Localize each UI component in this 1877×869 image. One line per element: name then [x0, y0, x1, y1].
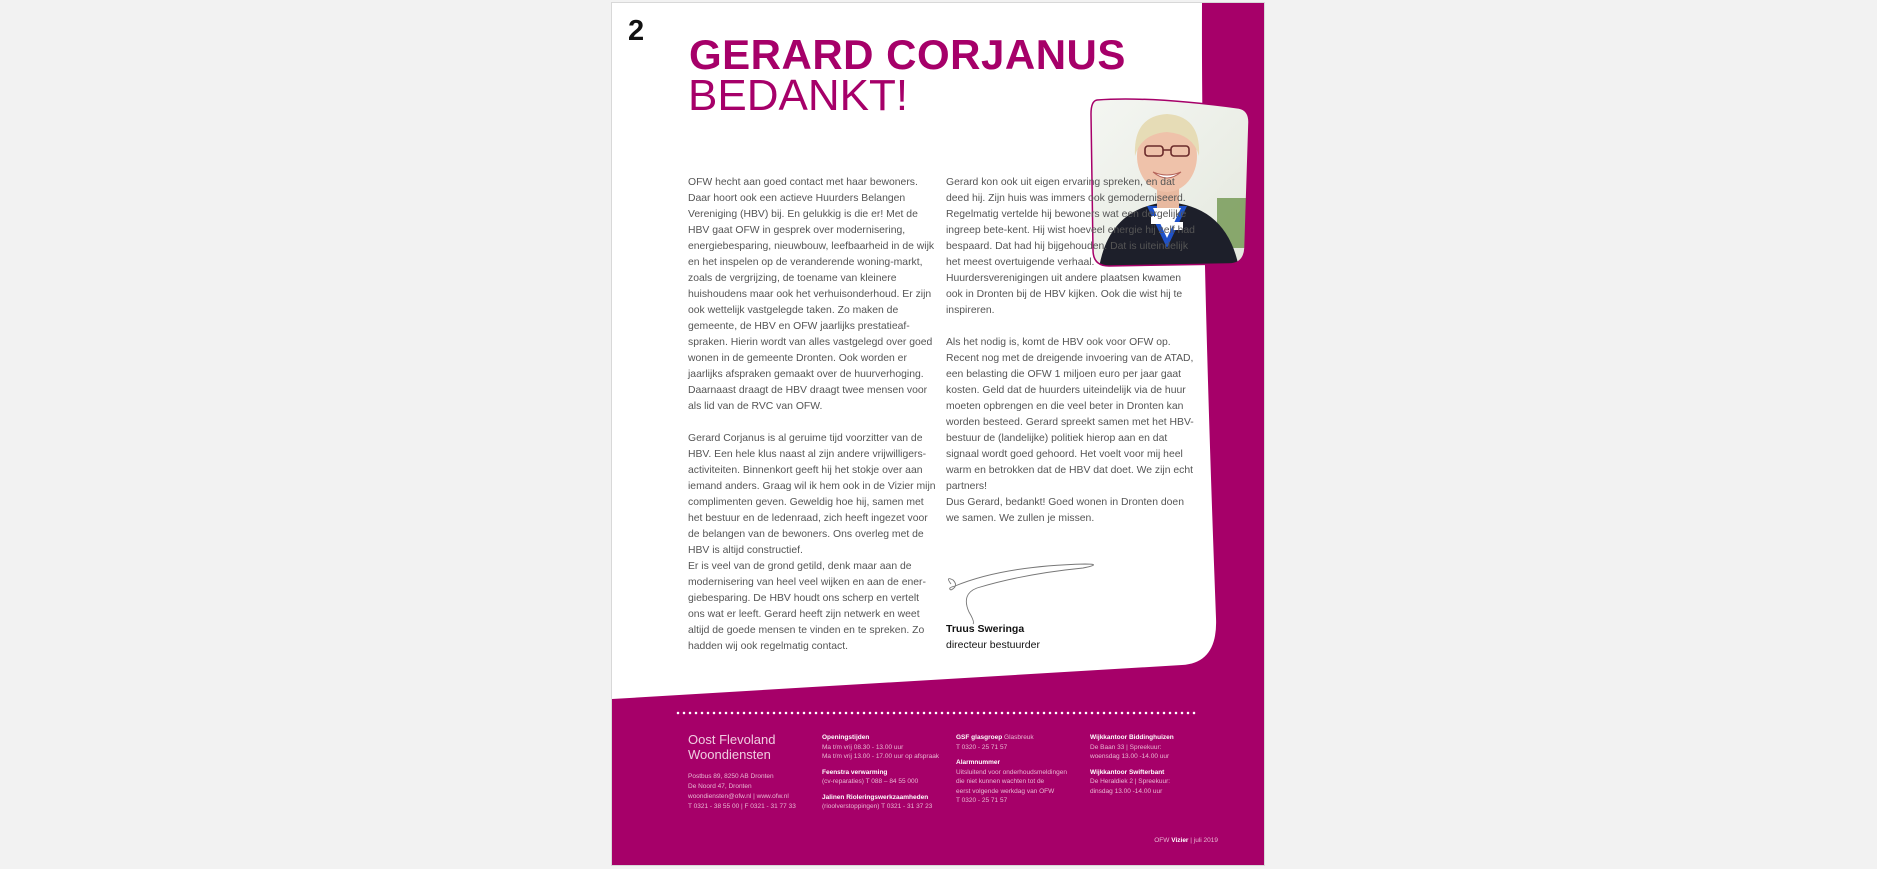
info-line: (rioolverstoppingen) T 0321 - 31 37 23 [822, 803, 933, 810]
article-title-line2: BEDANKT! [688, 71, 909, 120]
signature-role: directeur bestuurder [946, 639, 1040, 651]
footer-brand [688, 732, 798, 762]
info-line: T 0320 - 25 71 57 [956, 743, 1008, 751]
article-column-left [688, 175, 936, 671]
article-paragraph: Gerard kon ook uit eigen ervaring spreken, en dat deed hij. Zijn huis was immers ook gemoderniseerd. Regelmatig vertelde hij bewoners wat een dergelijke ingreep bete-kent. Hij wist hoeveel energie hij zelf had bespaard. Dat had hij bijgehouden. Dat is uiteindelijk het meest overtuigende verhaal. Huurdersverenigingen uit andere plaatsen kwamen ook in Dronten bij de HBV kijken. Ook die wist hij te inspireren. [946, 177, 1195, 316]
brand-line: Oost Flevoland [688, 732, 776, 747]
footer-info-column [956, 733, 1074, 812]
magazine-page [612, 3, 1264, 865]
note-magazine: Vizier [1171, 837, 1189, 844]
brand-line: Woondiensten [688, 747, 771, 762]
biddinghuizen-title: Wijkkantoor Biddinghuizen [1090, 734, 1174, 741]
note-date: | juli 2019 [1190, 837, 1218, 844]
address-line: T 0321 - 38 55 00 | F 0321 - 31 77 33 [688, 803, 796, 810]
info-line: T 0320 - 25 71 57 [956, 797, 1008, 804]
note-prefix: OFW [1154, 837, 1170, 844]
address-line: Postbus 89, 8250 AB Dronten [688, 773, 774, 780]
page-number: 2 [628, 15, 645, 47]
article-paragraph: Dus Gerard, bedankt! Goed wonen in Dronten doen we samen. We zullen je missen. [946, 497, 1184, 524]
article-column-right [946, 175, 1196, 543]
info-line: die niet kunnen wachten tot de [956, 778, 1045, 785]
handwritten-signature [943, 562, 1143, 630]
dotted-divider [675, 711, 1196, 715]
info-line: eerst volgende werkdag van OFW [956, 787, 1055, 795]
jalinen-title: Jalinen Rioleringswerkzaamheden [822, 793, 929, 801]
address-line: woondiensten@ofw.nl | www.ofw.nl [688, 793, 789, 800]
article-paragraph: Gerard Corjanus is al geruime tijd voorzitter van de HBV. Een hele klus naast al zijn andere vrijwilligers-activiteiten. Binnenkort geeft hij het stokje over aan iemand anders. Graag wil ik hem ook in de Vizier mijn complimenten geven. Geweldig hoe hij, samen met het bestuur en de ledenraad, zich heeft ingezet voor de belangen van de bewoners. Ons overleg met de HBV is altijd constructief. [688, 433, 936, 556]
gsf-title: GSF glasgroep [956, 734, 1003, 741]
swifterbant-title: Wijkkantoor Swifterbant [1090, 768, 1165, 776]
footer-edition-note [1154, 837, 1218, 844]
info-line: De Baan 33 | Spreekuur: [1090, 743, 1162, 751]
alarm-title: Alarmnummer [956, 759, 1001, 766]
article-paragraph: OFW hecht aan goed contact met haar bewoners. Daar hoort ook een actieve Huurders Belangen Vereniging (HBV) bij. En gelukkig is die er! Met de HBV gaat OFW in gesprek over modernisering, energiebesparing, nieuwbouw, leefbaarheid in de wijk en het inspelen op de veranderende woning-markt, zoals de vergrijzing, de toename van kleinere huishoudens maar ook het verhuisonderhoud. Er zijn ook wettelijk vastgelegde taken. Zo maken de gemeente, de HBV en OFW jaarlijks prestatieaf-spraken. Hierin wordt van alles vastgelegd over goed wonen in de gemeente Dronten. Ook worden er jaarlijks afspraken gemaakt over de huurverhoging. Daarnaast draagt de HBV draagt twee mensen voor als lid van de RVC van OFW. [688, 177, 935, 412]
info-line: dinsdag 13.00 -14.00 uur [1090, 787, 1163, 795]
footer-info-column [1090, 733, 1210, 802]
info-line: (cv-reparaties) T 088 – 84 55 000 [822, 778, 919, 785]
info-line: Ma t/m vrij 13.00 - 17.00 uur op afspraak [822, 753, 940, 760]
gsf-subtitle: Glasbreuk [1004, 734, 1034, 741]
article-title-line1: GERARD CORJANUS [689, 31, 1126, 78]
address-line: De Noord 47, Dronten [688, 783, 752, 790]
signature-name: Truus Sweringa [946, 623, 1025, 635]
info-line: Uitsluitend voor onderhoudsmeldingen [956, 768, 1067, 776]
info-line: woensdag 13.00 -14.00 uur [1090, 753, 1170, 760]
footer-info-column [822, 733, 947, 818]
openingstijden-title: Openingstijden [822, 734, 870, 741]
article-paragraph: Er is veel van de grond getild, denk maar aan de modernisering van heel veel wijken en aan de ener-giebesparing. De HBV houdt ons scherp en vertelt ons wat er leeft. Gerard heeft zijn netwerk en weet altijd de goede mensen te vinden en te spreken. Zo hadden wij ook regelmatig contact. [688, 561, 926, 652]
info-line: De Heraldiek 2 | Spreekuur: [1090, 778, 1171, 785]
article-paragraph: Als het nodig is, komt de HBV ook voor OFW op. Recent nog met de dreigende invoering van de ATAD, een belasting die OFW 1 miljoen euro per jaar gaat kosten. Geld dat de huurders uiteindelijk via de huur moeten opbrengen en die veel beter in Dronten kan worden besteed. Gerard spreekt samen met het HBV-bestuur de (landelijke) politiek hierop aan en dat signaal wordt goed gehoord. Het voelt voor mij heel warm en betrokken dat de HBV dat doet. We zijn echt partners! [946, 337, 1194, 492]
feenstra-title: Feenstra verwarming [822, 768, 888, 776]
footer-address [688, 772, 808, 812]
info-line: Ma t/m vrij 08.30 - 13.00 uur [822, 743, 904, 751]
